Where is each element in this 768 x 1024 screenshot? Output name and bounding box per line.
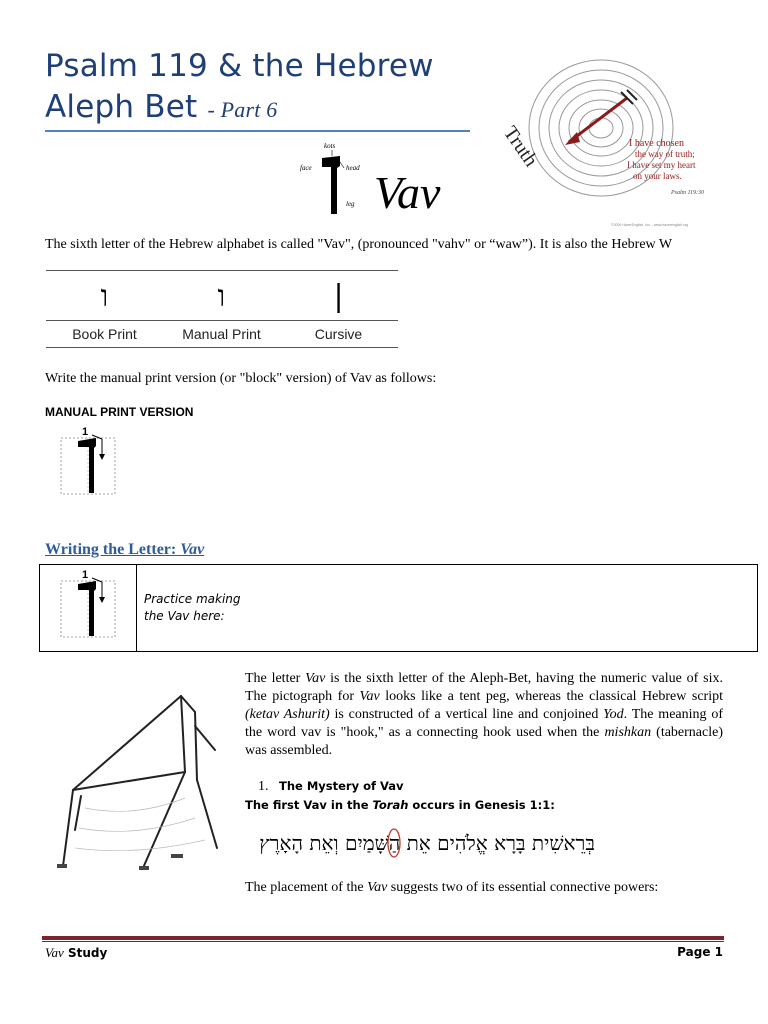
caption-line-3: I have set my heart: [627, 160, 696, 170]
heading-letter: Vav: [180, 541, 205, 558]
title-part: - Part 6: [207, 97, 278, 122]
practice-line-2: the Vav here:: [144, 609, 225, 623]
label-leg: leg: [346, 200, 355, 208]
manual-print-heading: MANUAL PRINT VERSION: [45, 405, 194, 419]
footer-title: Vav Study: [45, 945, 108, 960]
genesis-note: The first Vav in the Torah occurs in Genesis 1:1:: [245, 798, 555, 812]
label-face: face: [300, 164, 312, 172]
vav-highlight-circle: [386, 826, 402, 860]
practice-stroke-diagram: [58, 566, 120, 642]
write-instruction: Write the manual print version (or "block" version) of Vav as follows:: [45, 371, 437, 386]
vav-letter-diagram: [296, 138, 476, 216]
vav-description: The letter Vav is the sixth letter of the Aleph-Bet, having the numeric value of six. The pictograph for Vav looks like a tent peg, whereas the classical Hebrew script (ketav Ashurit) is constructed of a vertical line and conjoined Yod. The meaning of the word vav is "hook," as a connecting hook used when the mishkan (tabernacle) was assembled.: [245, 671, 724, 758]
book-print-glyph: ו: [100, 279, 109, 314]
cursive-glyph: |: [333, 279, 344, 314]
practice-line-1: Practice making: [144, 592, 241, 606]
title-aleph-bet: Aleph Bet: [45, 89, 198, 125]
practice-stroke-number: 1: [82, 569, 89, 581]
practice-vav-glyph: [78, 581, 96, 636]
caption-line-1: I have chosen: [629, 138, 684, 149]
list-item-mystery: [258, 779, 404, 795]
table-top-rule: [46, 270, 398, 271]
page-number: Page 1: [677, 945, 723, 959]
vav-forms-table: [46, 270, 398, 348]
placement-text: The placement of the Vav suggests two of its essential connective powers:: [245, 880, 659, 895]
title-line-2: [45, 87, 475, 130]
manual-vav-glyph: [78, 438, 96, 493]
footer-rule-thick: [42, 936, 724, 940]
target-rings-graphic: [481, 46, 727, 232]
cursive-label: Cursive: [314, 326, 363, 342]
title-underline: [45, 130, 470, 132]
caption-line-2: the way of truth;: [635, 149, 695, 159]
stroke-arrow-icon: [99, 454, 105, 460]
list-label: The Mystery of Vav: [279, 779, 404, 793]
page-title: [45, 46, 475, 130]
practice-tick: [39, 651, 45, 652]
footer-rule-thin: [42, 941, 724, 942]
heading-prefix: Writing the Letter:: [45, 541, 181, 558]
vav-name: Vav: [374, 167, 441, 216]
vav-glyph: [322, 156, 340, 214]
label-kots: kots: [324, 142, 336, 150]
list-number: 1.: [258, 779, 269, 794]
caption-credit: ©2009 HaverEnglish, Inc. - www.haverenglish.org: [611, 223, 689, 227]
book-print-label: Book Print: [72, 326, 137, 342]
practice-instruction: [144, 591, 241, 625]
manual-print-glyph: ו: [217, 279, 226, 314]
stroke-order-diagram: [58, 423, 120, 499]
table-bottom-rule: [46, 347, 398, 348]
writing-section-heading: [45, 541, 204, 559]
intro-text: The sixth letter of the Hebrew alphabet is called "Vav", (pronounced "vahv" or “waw”). It is also the Hebrew W: [45, 237, 673, 252]
manual-print-label: Manual Print: [182, 326, 261, 342]
stroke-number: 1: [82, 426, 89, 438]
table-middle-rule: [46, 320, 398, 321]
truth-illustration: [481, 46, 727, 232]
title-line-1: Psalm 119 & the Hebrew: [45, 48, 434, 84]
truth-word: Truth: [498, 122, 543, 171]
practice-divider: [136, 564, 137, 652]
tent-peg-sketch: [45, 668, 241, 880]
hebrew-verse: בְּרֵאשִׁית בָּרָא אֱלֹהִים אֵת הַשָּׁמַיִם וְאֵת הָאָרֶץ: [259, 831, 595, 855]
practice-arrow-icon: [99, 597, 105, 603]
caption-reference: Psalm 119:30: [671, 190, 705, 196]
caption-line-4: on your laws.: [633, 171, 682, 181]
label-head: head: [346, 164, 360, 172]
